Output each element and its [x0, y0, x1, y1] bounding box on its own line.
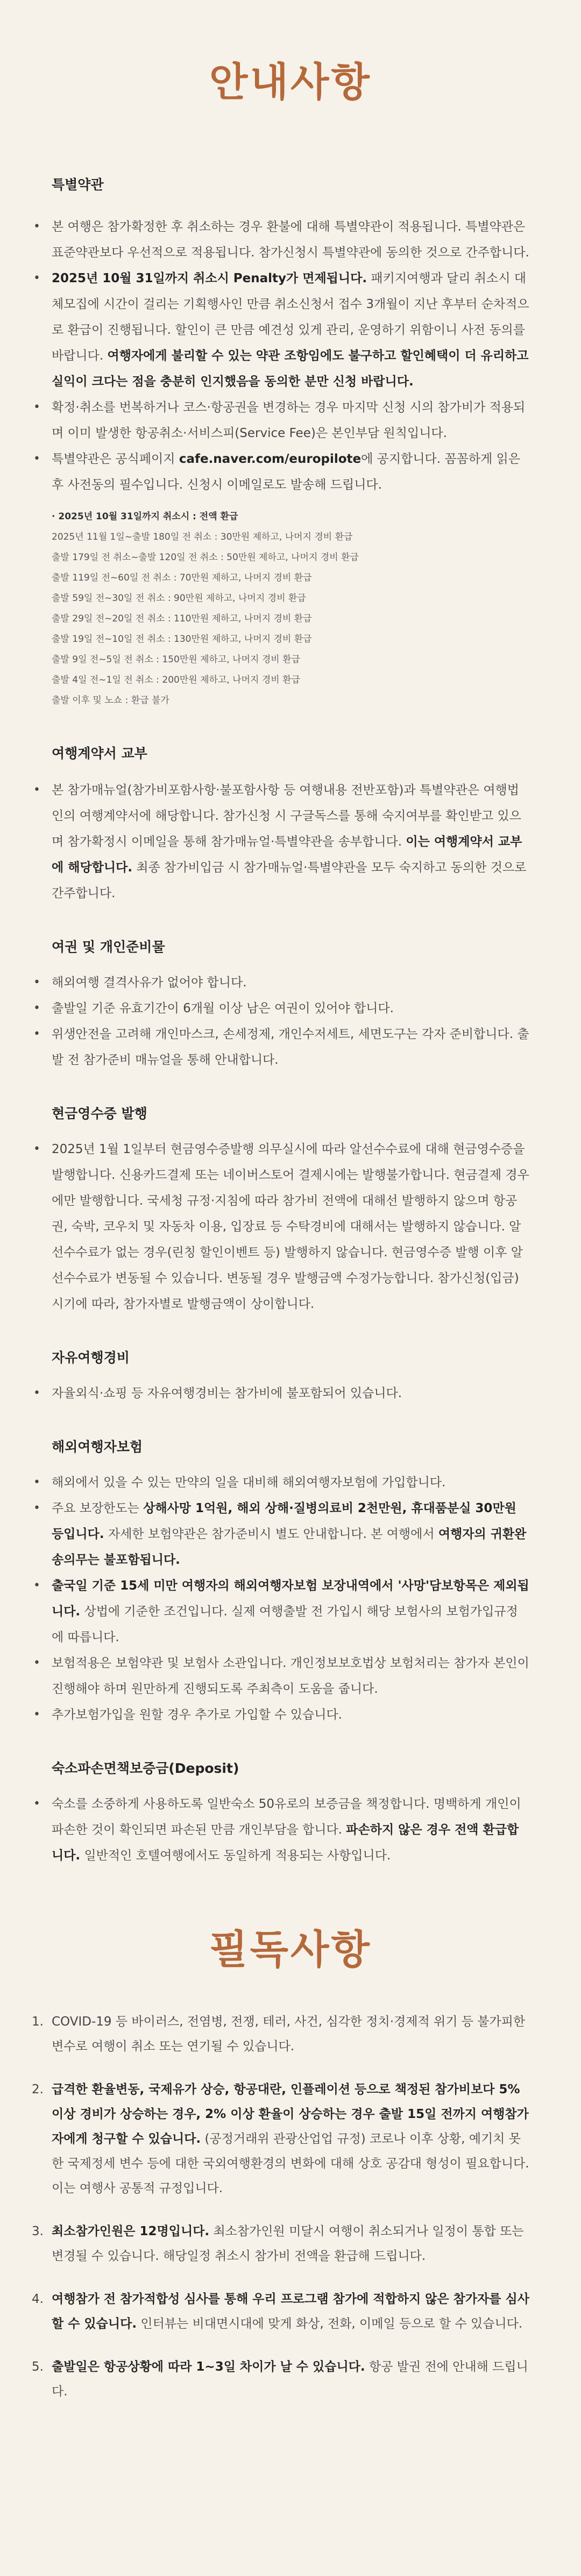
passport-item: • 출발일 기준 유효기간이 6개월 이상 남은 여권이 있어야 합니다.	[52, 996, 529, 1021]
passport-item: • 해외여행 결격사유가 없어야 합니다.	[52, 970, 529, 996]
deposit-item: • 숙소를 소중하게 사용하도록 일반숙소 50유로의 보증금을 책정합니다. 명백하게 개인이 파손한 것이 확인되면 파손된 만큼 개인부담을 합니다. 파손하지 않은 경우 전액 환급합니다. 일반적인 호텔여행에서도 동일하게 적용되는 사항입니다.	[52, 1791, 529, 1869]
special-terms-item-2: • 2025년 10월 31일까지 취소시 Penalty가 면제됩니다. 패키지여행과 달리 취소시 대체모집에 시간이 걸리는 기획행사인 만큼 취소신청서 접수 3개월이 지난 후부터 순차적으로 환급이 진행됩니다. 할인이 큰 만큼 예견성 있게 관리, 운영하기 위함이니 사전 동의를 바랍니다. 여행자에게 불리할 수 있는 약관 조항임에도 불구하고 할인혜택이 더 유리하고 실익이 크다는 점을 충분히 인지했음을 동의한 분만 신청 바랍니다.	[52, 266, 529, 395]
section-title: 자유여행경비	[52, 1350, 130, 1365]
refund-schedule-row: 출발 29일 전~20일 전 취소 : 110만원 제하고, 나머지 경비 환급	[52, 613, 312, 624]
free-expense-section	[52, 1347, 529, 1406]
notice-item: 3. 최소참가인원은 12명입니다. 최소참가인원 미달시 여행이 취소되거나 일정이 통합 또는 변경될 수 있습니다. 해당일정 취소시 참가비 전액을 환급해 드립니다.	[32, 2224, 524, 2263]
special-terms-item-3: • 확정·취소를 번복하거나 코스·항공권을 변경하는 경우 마지막 신청 시의 참가비가 적용되며 이미 발생한 항공취소·서비스피(Service Fee)은 본인부담 원칙입니다.	[52, 395, 529, 446]
section-title: 여권 및 개인준비물	[52, 939, 165, 955]
notice-item: 5. 출발일은 항공상황에 따라 1~3일 차이가 날 수 있습니다. 항공 발권 전에 안내해 드립니다.	[32, 2360, 528, 2399]
insurance-item: • 보험적용은 보험약관 및 보험사 소관입니다. 개인정보보호법상 보험처리는 참가자 본인이 진행해야 하며 원만하게 진행되도록 주최측이 도움을 줍니다.	[52, 1650, 529, 1702]
refund-schedule	[52, 506, 529, 711]
notice-item: 4. 여행참가 전 참가적합성 심사를 통해 우리 프로그램 참가에 적합하지 않은 참가자를 심사할 수 있습니다. 인터뷰는 비대면시대에 맞게 화상, 전화, 이메일 등으로 할 수 있습니다.	[32, 2292, 529, 2331]
receipt-item: • 2025년 1월 1일부터 현금영수증발행 의무실시에 따라 알선수수료에 대해 현금영수증을 발행합니다. 신용카드결제 또는 네이버스토어 결제시에는 발행불가합니다. 현금결제 경우에만 발행합니다. 국세청 규정·지침에 따라 참가비 전액에 대해선 발행하지 않으며 항공권, 숙박, 코우치 및 자동차 이용, 입장료 등 수탁경비에 대해서는 발행하지 않습니다. 알선수수료가 없는 경우(린칭 할인이벤트 등) 발행하지 않습니다. 현금영수증 발행 이후 알선수수료가 변동될 수 있습니다. 변동될 경우 발행금액 수정가능합니다. 참가신청(입금) 시기에 따라, 참가자별로 발행금액이 상이합니다.	[52, 1136, 529, 1317]
refund-schedule-row: 출발 179일 전 취소~출발 120일 전 취소 : 50만원 제하고, 나머지 경비 환급	[52, 552, 359, 563]
insurance-item: • 출국일 기준 15세 미만 여행자의 해외여행자보험 보장내역에서 '사망'담보항목은 제외됩니다. 상법에 기준한 조건입니다. 실제 여행출발 전 가입시 해당 보험사의 보험가입규정에 따릅니다.	[52, 1573, 529, 1650]
section-title: 특별약관	[52, 177, 104, 192]
notice-section	[32, 2009, 529, 2404]
deposit-section	[52, 1758, 529, 1869]
special-terms-item-4: • 특별약관은 공식페이지 cafe.naver.com/europilote에 공지합니다. 꼼꼼하게 읽은 후 사전동의 필수입니다. 신청시 이메일로도 발송해 드립니다.	[52, 446, 529, 498]
section-title: 여행계약서 교부	[52, 746, 147, 761]
special-terms-section	[52, 174, 529, 711]
refund-schedule-row: 출발 119일 전~60일 전 취소 : 70만원 제하고, 나머지 경비 환급	[52, 573, 312, 583]
refund-schedule-row: 2025년 11월 1일~출발 180일 전 취소 : 30만원 제하고, 나머지 경비 환급	[52, 532, 353, 542]
insurance-item: • 해외에서 있을 수 있는 만약의 일을 대비해 해외여행자보험에 가입합니다.	[52, 1470, 529, 1495]
notice-title: 필독사항	[209, 1927, 372, 1973]
notice-item: 2. 급격한 환율변동, 국제유가 상승, 항공대란, 인플레이션 등으로 책정된 참가비보다 5% 이상 경비가 상승하는 경우, 2% 이상 환율이 상승하는 경우 출발 15일 전까지 여행참가자에게 청구할 수 있습니다. (공정거래위 관광산업업 규정) 코로나 이후 상황, 예기치 못한 국제정세 변수 등에 대한 국외여행환경의 변화에 대해 상호 공감대 형성이 필요합니다. 이는 여행사 공통적 규정입니다.	[32, 2083, 529, 2195]
travel-contract-section	[52, 743, 529, 906]
refund-schedule-row: 출발 9일 전~5일 전 취소 : 150만원 제하고, 나머지 경비 환급	[52, 654, 300, 665]
refund-schedule-row: 출발 이후 및 노쇼 : 환급 불가	[52, 695, 169, 706]
refund-schedule-row: 출발 59일 전~30일 전 취소 : 90만원 제하고, 나머지 경비 환급	[52, 593, 306, 604]
section-title: 해외여행자보험	[52, 1439, 143, 1455]
special-terms-item-1: • 본 여행은 참가확정한 후 취소하는 경우 환불에 대해 특별약관이 적용됩니다. 특별약관은 표준약관보다 우선적으로 적용됩니다. 참가신청시 특별약관에 동의한 것으로 간주합니다.	[52, 214, 529, 266]
section-title: 숙소파손면책보증금(Deposit)	[52, 1761, 239, 1776]
refund-schedule-row: 출발 19일 전~10일 전 취소 : 130만원 제하고, 나머지 경비 환급	[52, 634, 312, 645]
travel-contract-item: • 본 참가매뉴얼(참가비포함사항·불포함사항 등 여행내용 전반포함)과 특별약관은 여행법인의 여행계약서에 해당합니다. 참가신청 시 구글독스를 통해 숙지여부를 확인받고 있으며 참가확정시 이메일을 통해 참가매뉴얼·특별약관을 송부합니다. 이는 여행계약서 교부에 해당합니다. 최종 참가비입금 시 참가매뉴얼·특별약관을 모두 숙지하고 동의한 것으로 간주합니다.	[52, 777, 529, 906]
notice-item: 1. COVID-19 등 바이러스, 전염병, 전쟁, 테러, 사건, 심각한 정치·경제적 위기 등 불가피한 변수로 여행이 취소 또는 연기될 수 있습니다.	[32, 2015, 526, 2053]
special-terms-list	[52, 214, 529, 498]
guide-title: 안내사항	[209, 59, 372, 105]
passport-item: • 위생안전을 고려해 개인마스크, 손세정제, 개인수저세트, 세면도구는 각자 준비합니다. 출발 전 참가준비 매뉴얼을 통해 안내합니다.	[52, 1021, 529, 1073]
insurance-item: • 주요 보장한도는 상해사망 1억원, 해외 상해·질병의료비 2천만원, 휴대품분실 30만원 등입니다. 자세한 보험약관은 참가준비시 별도 안내합니다. 본 여행에서 여행자의 귀환완송의무는 불포함됩니다.	[52, 1495, 529, 1573]
receipt-section	[52, 1103, 529, 1317]
notice-list	[32, 2009, 529, 2404]
passport-section	[52, 936, 529, 1073]
insurance-item: • 추가보험가입을 원할 경우 추가로 가입할 수 있습니다.	[52, 1702, 529, 1728]
refund-schedule-title: · 2025년 10월 31일까지 취소시 : 전액 환급	[52, 511, 238, 522]
free-expense-item: • 자율외식·쇼핑 등 자유여행경비는 참가비에 불포함되어 있습니다.	[52, 1380, 529, 1406]
insurance-section	[52, 1436, 529, 1728]
section-title: 현금영수증 발행	[52, 1106, 147, 1121]
refund-schedule-row: 출발 4일 전~1일 전 취소 : 200만원 제하고, 나머지 경비 환급	[52, 675, 300, 685]
